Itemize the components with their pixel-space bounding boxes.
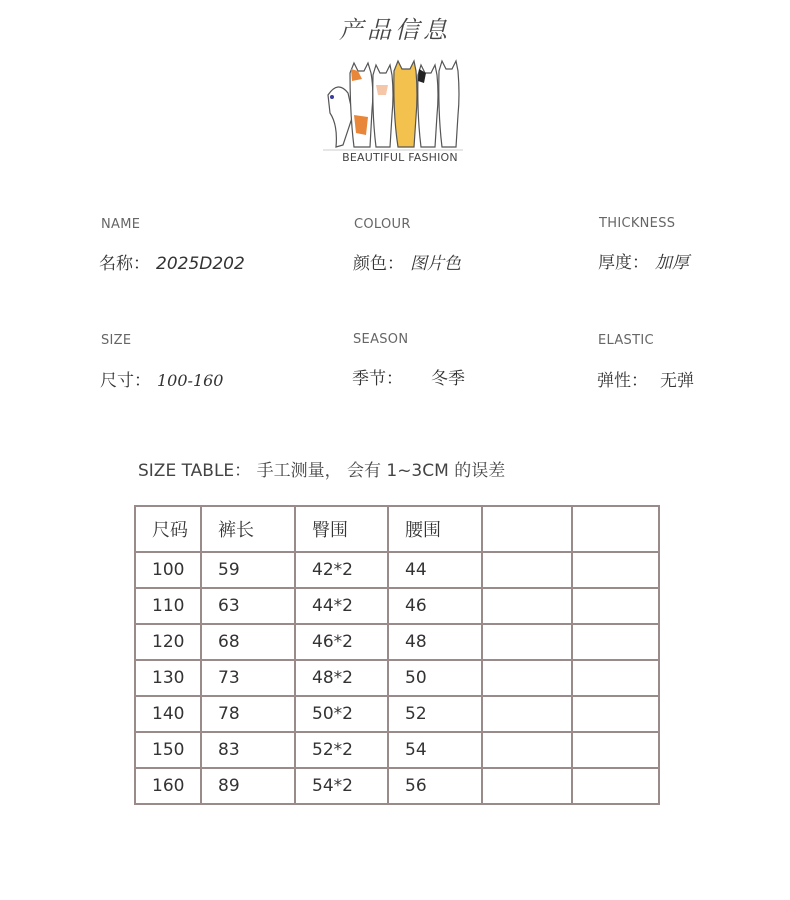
table-row (135, 588, 659, 624)
table-cell: 54 (388, 732, 482, 768)
table-cell: 120 (135, 624, 201, 660)
table-cell: 42*2 (295, 552, 388, 588)
brand-name: BEAUTIFUL FASHION (342, 151, 458, 164)
size-value: 100-160 (157, 371, 224, 390)
elastic-label-en: ELASTIC (598, 333, 654, 348)
page-title: 产品信息 (339, 16, 451, 44)
table-cell: 89 (201, 768, 295, 804)
colour-field (353, 249, 461, 274)
thickness-label-cn: 厚度： (598, 253, 649, 273)
table-cell: 130 (135, 660, 201, 696)
header-cell (482, 506, 572, 552)
elastic-value: 无弹 (660, 371, 694, 391)
size-label-en: SIZE (101, 333, 132, 348)
table-cell (482, 696, 572, 732)
table-cell: 46*2 (295, 624, 388, 660)
table-cell (572, 624, 659, 660)
season-label-en: SEASON (353, 332, 409, 347)
header-cell: 臀围 (295, 506, 388, 552)
season-field (352, 364, 465, 389)
table-cell: 50 (388, 660, 482, 696)
name-label-en: NAME (101, 217, 141, 232)
table-cell: 56 (388, 768, 482, 804)
size-table-title: SIZE TABLE： 手工测量， 会有 1~3CM 的误差 (138, 461, 506, 481)
size-field (100, 366, 223, 391)
table-cell: 46 (388, 588, 482, 624)
name-value: 2025D202 (156, 254, 245, 274)
table-cell (572, 660, 659, 696)
size-table (134, 505, 660, 805)
table-cell: 52*2 (295, 732, 388, 768)
colour-label-en: COLOUR (354, 217, 411, 232)
table-cell: 100 (135, 552, 201, 588)
thickness-field (598, 248, 689, 273)
elastic-label-cn: 弹性： (597, 371, 648, 391)
table-cell: 73 (201, 660, 295, 696)
elastic-field (597, 366, 694, 391)
header-cell: 腰围 (388, 506, 482, 552)
table-header-row (135, 506, 659, 552)
table-cell: 52 (388, 696, 482, 732)
table-cell (482, 732, 572, 768)
colour-label-cn: 颜色： (353, 254, 404, 274)
table-cell (482, 660, 572, 696)
table-cell (572, 552, 659, 588)
size-label-cn: 尺寸： (100, 371, 151, 391)
table-cell: 140 (135, 696, 201, 732)
name-label-cn: 名称： (99, 254, 150, 274)
table-cell: 48*2 (295, 660, 388, 696)
table-row (135, 696, 659, 732)
table-cell (572, 588, 659, 624)
table-cell (572, 732, 659, 768)
table-cell: 54*2 (295, 768, 388, 804)
table-cell (482, 768, 572, 804)
table-row (135, 624, 659, 660)
header-cell: 尺码 (135, 506, 201, 552)
colour-value: 图片色 (410, 254, 461, 274)
table-cell: 110 (135, 588, 201, 624)
table-cell: 150 (135, 732, 201, 768)
header-cell (572, 506, 659, 552)
season-label-cn: 季节： (352, 369, 403, 389)
table-cell: 78 (201, 696, 295, 732)
table-cell (482, 588, 572, 624)
table-row (135, 732, 659, 768)
table-cell (572, 768, 659, 804)
table-cell: 44 (388, 552, 482, 588)
table-cell: 50*2 (295, 696, 388, 732)
season-value: 冬季 (431, 369, 465, 389)
thickness-label-en: THICKNESS (599, 216, 676, 231)
table-cell: 68 (201, 624, 295, 660)
table-cell: 83 (201, 732, 295, 768)
table-cell: 48 (388, 624, 482, 660)
table-row (135, 768, 659, 804)
table-cell (482, 552, 572, 588)
table-cell: 59 (201, 552, 295, 588)
name-field (99, 249, 245, 274)
header-cell: 裤长 (201, 506, 295, 552)
table-cell: 160 (135, 768, 201, 804)
table-cell: 44*2 (295, 588, 388, 624)
table-cell: 63 (201, 588, 295, 624)
thickness-value: 加厚 (655, 253, 689, 273)
table-cell (572, 696, 659, 732)
table-cell (482, 624, 572, 660)
table-row (135, 660, 659, 696)
table-row (135, 552, 659, 588)
